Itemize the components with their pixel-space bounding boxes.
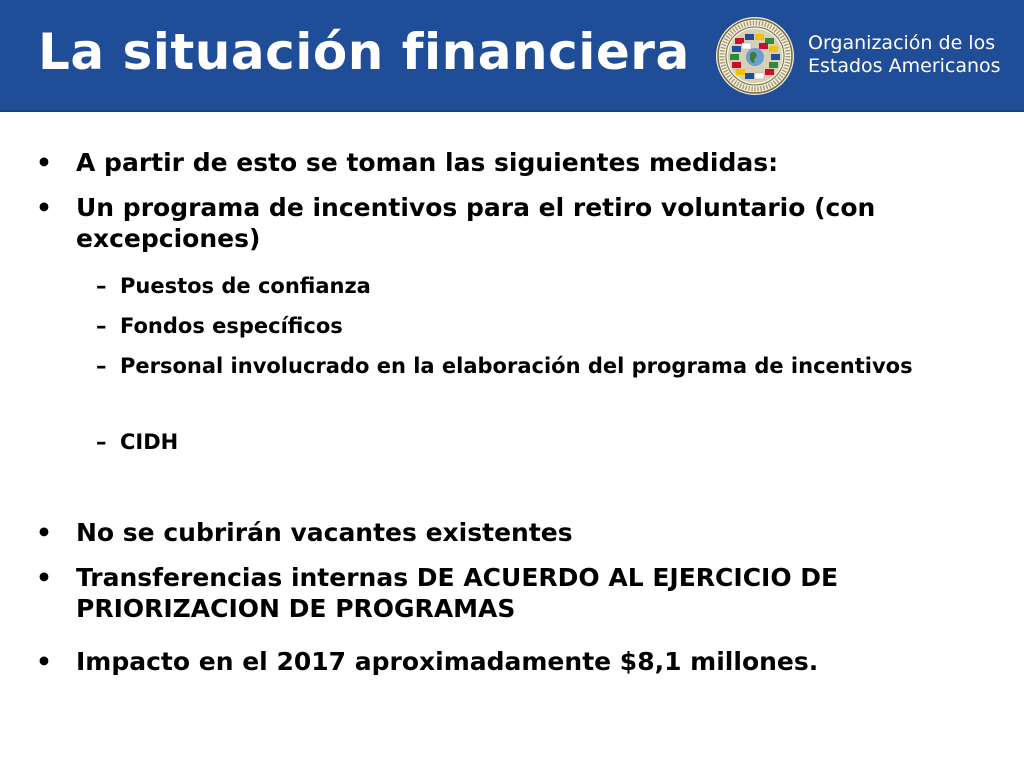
organization-name-line-1: Organización de los [808,32,996,54]
sub-bullet-item [96,273,976,299]
sub-bullet-marker: – [96,274,107,298]
bullet-text: Impacto en el 2017 aproximadamente $8,1 millones. [76,647,819,676]
sub-bullet-item [96,353,976,379]
bullet-marker: • [36,148,52,177]
bullet-text: Un programa de incentivos para el retiro voluntario (con excepciones) [76,193,876,253]
sub-bullet-text: Fondos específicos [120,314,343,338]
bullet-item [36,646,996,677]
sub-bullet-marker: – [96,314,107,338]
sub-bullet-text: CIDH [120,430,179,454]
bullet-marker: • [36,193,52,222]
bullet-marker: • [36,647,52,676]
sub-bullet-marker: – [96,354,107,378]
slide-title: La situación financiera [38,23,690,81]
organization-name-line-2: Estados Americanos [808,55,1001,77]
bullet-item [36,562,996,624]
bullet-text: Transferencias internas DE ACUERDO AL EJERCICIO DE PRIORIZACION DE PROGRAMAS [76,563,839,623]
bullet-text: No se cubrirán vacantes existentes [76,518,573,547]
sub-bullet-item [96,429,976,455]
sub-bullet-item [96,313,976,339]
bullet-marker: • [36,518,52,547]
sub-bullet-marker: – [96,430,107,454]
bullet-item [36,147,996,178]
bullet-marker: • [36,563,52,592]
sub-bullet-text: Personal involucrado en la elaboración del programa de incentivos [120,354,913,378]
bullet-item [36,517,996,548]
sub-bullet-text: Puestos de confianza [120,274,371,298]
bullet-text: A partir de esto se toman las siguientes medidas: [76,148,779,177]
bullet-item [36,192,996,254]
